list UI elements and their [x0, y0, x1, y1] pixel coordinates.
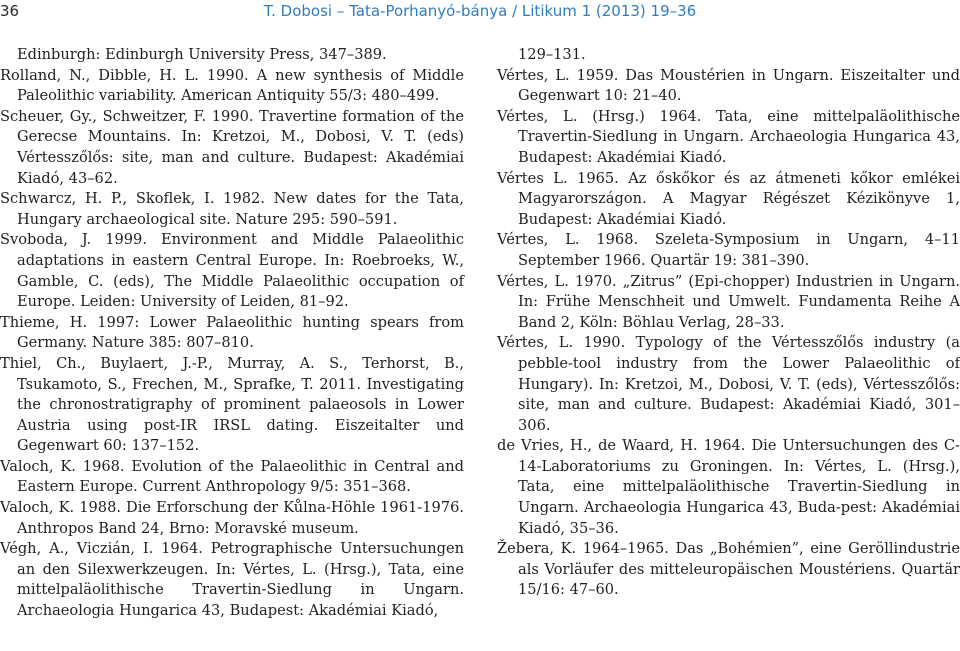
reference-entry: Vértes L. 1965. Az őskőkor és az átmeneti kőkor emlékei Magyarországon. A Magyar Régészet Kézikönyve 1, Budapest: Akadémiai Kiadó.: [497, 169, 960, 228]
running-title: T. Dobosi – Tata-Porhanyó-bánya / Litikum 1 (2013) 19–36: [263, 2, 697, 20]
reference-entry: Scheuer, Gy., Schweitzer, F. 1990. Travertine formation of the Gerecse Mountains. In: Kretzoi, M., Dobosi, V. T. (eds) Vértesszőlős: site, man and culture. Budapest: Akadémiai Kiadó, 43–62.: [0, 107, 464, 187]
reference-entry: Edinburgh: Edinburgh University Press, 347–389.: [17, 46, 387, 63]
reference-entry: Valoch, K. 1988. Die Erforschung der Kůlna-Höhle 1961-1976. Anthropos Band 24, Brno: Moravské museum.: [0, 499, 464, 537]
reference-entry: Valoch, K. 1968. Evolution of the Palaeolithic in Central and Eastern Europe. Current Anthropology 9/5: 351–368.: [0, 457, 464, 496]
reference-entry: Vértes, L. 1970. „Zitrus” (Epi-chopper) Industrien in Ungarn. In: Frühe Menschheit und Umwelt. Fundamenta Reihe A Band 2, Köln: Böhlau Verlag, 28–33.: [497, 272, 960, 331]
reference-entry: Thieme, H. 1997: Lower Palaeolithic hunting spears from Germany. Nature 385: 807–810.: [0, 313, 464, 352]
reference-entry: Svoboda, J. 1999. Environment and Middle Palaeolithic adaptations in eastern Central Europe. In: Roebroeks, W., Gamble, C. (eds), The Middle Palaeolithic occupation of Europe. Leiden: University of Leiden, 81–92.: [0, 231, 464, 311]
reference-entry: Végh, A., Viczián, I. 1964. Petrographische Untersuchungen an den Silexwerkzeugen. In: Vértes, L. (Hrsg.), Tata, eine mittelpaläolithische Travertin-Siedlung in Ungarn. Archaeologia Hungarica 43, Budapest: Akadémiai Kiadó,: [0, 540, 464, 620]
reference-entry: Schwarcz, H. P., Skoflek, I. 1982. New dates for the Tata, Hungary archaeological site. Nature 295: 590–591.: [0, 190, 464, 228]
reference-entry: Rolland, N., Dibble, H. L. 1990. A new synthesis of Middle Paleolithic variability. American Antiquity 55/3: 480–499.: [0, 66, 464, 105]
references-right-column: [497, 45, 960, 601]
reference-entry: 129–131.: [518, 46, 586, 63]
page-header: [0, 0, 960, 22]
reference-entry: Vértes, L. 1968. Szeleta-Symposium in Ungarn, 4–11 September 1966. Quartär 19: 381–390.: [497, 231, 960, 269]
reference-entry: Vértes, L. 1990. Typology of the Vértesszőlős industry (a pebble-tool industry from the Lower Palaeolithic of Hungary). In: Kretzoi, M., Dobosi, V. T. (eds), Vértesszőlős: site, man and culture. Budapest: Akadémiai Kiadó, 301–306.: [497, 334, 960, 434]
reference-entry: Vértes, L. 1959. Das Moustérien in Ungarn. Eiszeitalter und Gegenwart 10: 21–40.: [497, 66, 960, 105]
reference-entry: Thiel, Ch., Buylaert, J.-P., Murray, A. S., Terhorst, B., Tsukamoto, S., Frechen, M., Sprafke, T. 2011. Investigating the chronostratigraphy of prominent palaeosols in Lower Austria using post-IR IRSL dating. Eiszeitalter und Gegenwart 60: 137–152.: [0, 354, 464, 455]
reference-entry: de Vries, H., de Waard, H. 1964. Die Untersuchungen des C-14-Laboratoriums zu Groningen. In: Vértes, L. (Hrsg.), Tata, eine mittelpaläolithische Travertin-Siedlung in Ungarn. Archaeologia Hungarica 43, Buda-pest: Akadémiai Kiadó, 35–36.: [497, 437, 960, 537]
references-left-column: [0, 45, 464, 622]
reference-entry: Žebera, K. 1964–1965. Das „Bohémien”, eine Geröllindustrie als Vorläufer des mitteleuropäischen Moustériens. Quartär 15/16: 47–60.: [497, 540, 960, 599]
reference-entry: Vértes, L. (Hrsg.) 1964. Tata, eine mittelpaläolithische Travertin-Siedlung in Ungarn. Archaeologia Hungarica 43, Budapest: Akadémiai Kiadó.: [497, 107, 960, 166]
page-number: 36: [0, 2, 20, 20]
